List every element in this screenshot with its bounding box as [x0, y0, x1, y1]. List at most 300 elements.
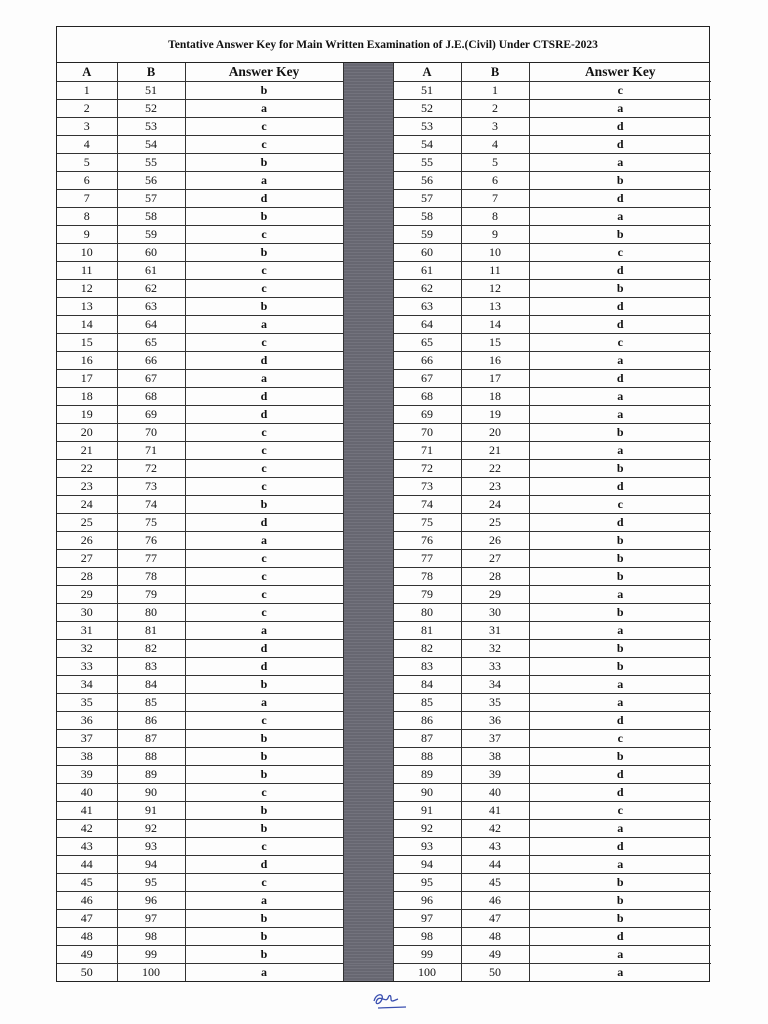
right-b-cell: 41	[461, 802, 529, 820]
column-separator	[343, 316, 393, 334]
left-answer-cell: a	[185, 100, 343, 118]
table-row	[57, 388, 711, 406]
column-separator	[343, 946, 393, 964]
right-a-cell: 88	[393, 748, 461, 766]
right-answer-cell: a	[529, 622, 711, 640]
right-a-cell: 73	[393, 478, 461, 496]
right-a-cell: 56	[393, 172, 461, 190]
right-a-cell: 94	[393, 856, 461, 874]
left-answer-cell: d	[185, 406, 343, 424]
left-answer-cell: c	[185, 478, 343, 496]
right-a-cell: 67	[393, 370, 461, 388]
right-b-cell: 33	[461, 658, 529, 676]
left-a-cell: 37	[57, 730, 117, 748]
column-separator	[343, 370, 393, 388]
right-a-cell: 100	[393, 964, 461, 982]
right-answer-cell: d	[529, 712, 711, 730]
right-answer-cell: b	[529, 604, 711, 622]
left-answer-cell: d	[185, 352, 343, 370]
table-row	[57, 802, 711, 820]
column-separator	[343, 172, 393, 190]
right-b-cell: 14	[461, 316, 529, 334]
right-col-a-header: A	[393, 63, 461, 82]
right-answer-cell: b	[529, 658, 711, 676]
column-separator	[343, 820, 393, 838]
left-answer-cell: d	[185, 640, 343, 658]
left-a-cell: 33	[57, 658, 117, 676]
column-separator	[343, 208, 393, 226]
left-answer-cell: c	[185, 262, 343, 280]
left-a-cell: 3	[57, 118, 117, 136]
column-separator	[343, 910, 393, 928]
left-a-cell: 47	[57, 910, 117, 928]
column-separator	[343, 478, 393, 496]
column-separator	[343, 100, 393, 118]
left-a-cell: 8	[57, 208, 117, 226]
column-separator	[343, 766, 393, 784]
answer-key-table	[57, 63, 711, 981]
table-row	[57, 622, 711, 640]
right-col-b-header: B	[461, 63, 529, 82]
column-separator	[343, 514, 393, 532]
left-answer-cell: b	[185, 208, 343, 226]
column-separator	[343, 244, 393, 262]
left-answer-cell: c	[185, 604, 343, 622]
table-row	[57, 334, 711, 352]
table-row	[57, 658, 711, 676]
left-a-cell: 46	[57, 892, 117, 910]
right-a-cell: 60	[393, 244, 461, 262]
left-a-cell: 17	[57, 370, 117, 388]
column-separator	[343, 442, 393, 460]
right-b-cell: 23	[461, 478, 529, 496]
right-a-cell: 89	[393, 766, 461, 784]
left-b-cell: 91	[117, 802, 185, 820]
left-b-cell: 88	[117, 748, 185, 766]
right-b-cell: 16	[461, 352, 529, 370]
left-b-cell: 58	[117, 208, 185, 226]
right-answer-cell: c	[529, 730, 711, 748]
right-answer-cell: d	[529, 928, 711, 946]
left-a-cell: 43	[57, 838, 117, 856]
right-b-cell: 22	[461, 460, 529, 478]
left-a-cell: 6	[57, 172, 117, 190]
right-answer-cell: a	[529, 946, 711, 964]
right-answer-cell: c	[529, 334, 711, 352]
right-b-cell: 29	[461, 586, 529, 604]
left-answer-cell: a	[185, 532, 343, 550]
table-row	[57, 964, 711, 982]
table-row	[57, 262, 711, 280]
left-a-cell: 44	[57, 856, 117, 874]
right-answer-cell: a	[529, 154, 711, 172]
right-b-cell: 46	[461, 892, 529, 910]
left-answer-cell: c	[185, 586, 343, 604]
column-separator	[343, 748, 393, 766]
left-a-cell: 4	[57, 136, 117, 154]
left-answer-cell: b	[185, 748, 343, 766]
left-b-cell: 67	[117, 370, 185, 388]
left-b-cell: 77	[117, 550, 185, 568]
right-b-cell: 49	[461, 946, 529, 964]
right-answer-cell: a	[529, 208, 711, 226]
right-b-cell: 31	[461, 622, 529, 640]
left-b-cell: 97	[117, 910, 185, 928]
right-b-cell: 7	[461, 190, 529, 208]
left-b-cell: 68	[117, 388, 185, 406]
left-answer-cell: c	[185, 136, 343, 154]
right-b-cell: 48	[461, 928, 529, 946]
right-a-cell: 80	[393, 604, 461, 622]
right-a-cell: 71	[393, 442, 461, 460]
table-row	[57, 604, 711, 622]
table-row	[57, 928, 711, 946]
right-answer-cell: d	[529, 766, 711, 784]
right-answer-cell: d	[529, 118, 711, 136]
right-b-cell: 42	[461, 820, 529, 838]
right-a-cell: 78	[393, 568, 461, 586]
column-separator	[343, 874, 393, 892]
table-row	[57, 784, 711, 802]
left-b-cell: 52	[117, 100, 185, 118]
right-a-cell: 53	[393, 118, 461, 136]
right-answer-cell: b	[529, 550, 711, 568]
right-a-cell: 75	[393, 514, 461, 532]
left-b-cell: 61	[117, 262, 185, 280]
left-a-cell: 25	[57, 514, 117, 532]
column-separator	[343, 226, 393, 244]
right-b-cell: 21	[461, 442, 529, 460]
left-answer-cell: c	[185, 460, 343, 478]
right-b-cell: 9	[461, 226, 529, 244]
right-a-cell: 96	[393, 892, 461, 910]
table-row	[57, 946, 711, 964]
column-separator	[343, 856, 393, 874]
column-separator	[343, 280, 393, 298]
right-answer-cell: d	[529, 298, 711, 316]
left-a-cell: 2	[57, 100, 117, 118]
right-b-cell: 47	[461, 910, 529, 928]
left-answer-cell: c	[185, 226, 343, 244]
left-b-cell: 98	[117, 928, 185, 946]
right-b-cell: 44	[461, 856, 529, 874]
right-b-cell: 27	[461, 550, 529, 568]
left-answer-cell: b	[185, 676, 343, 694]
right-b-cell: 5	[461, 154, 529, 172]
right-answer-cell: b	[529, 172, 711, 190]
right-answer-cell: b	[529, 280, 711, 298]
right-b-cell: 12	[461, 280, 529, 298]
column-separator	[343, 640, 393, 658]
left-answer-cell: a	[185, 892, 343, 910]
right-answer-cell: d	[529, 514, 711, 532]
right-answer-cell: d	[529, 316, 711, 334]
left-a-cell: 5	[57, 154, 117, 172]
left-a-cell: 28	[57, 568, 117, 586]
column-separator	[343, 262, 393, 280]
right-answer-cell: a	[529, 100, 711, 118]
left-answer-cell: b	[185, 946, 343, 964]
right-answer-cell: d	[529, 784, 711, 802]
signature-initials	[368, 985, 412, 1013]
column-separator	[343, 532, 393, 550]
left-a-cell: 45	[57, 874, 117, 892]
left-answer-cell: c	[185, 550, 343, 568]
table-row	[57, 712, 711, 730]
right-b-cell: 26	[461, 532, 529, 550]
right-a-cell: 57	[393, 190, 461, 208]
left-b-cell: 100	[117, 964, 185, 982]
right-answer-cell: b	[529, 424, 711, 442]
table-row	[57, 244, 711, 262]
table-row	[57, 442, 711, 460]
right-a-cell: 59	[393, 226, 461, 244]
table-row	[57, 910, 711, 928]
column-separator	[343, 136, 393, 154]
column-separator	[343, 550, 393, 568]
right-answer-cell: d	[529, 370, 711, 388]
right-a-cell: 83	[393, 658, 461, 676]
left-a-cell: 14	[57, 316, 117, 334]
left-answer-cell: b	[185, 910, 343, 928]
table-row	[57, 370, 711, 388]
right-answer-cell: d	[529, 262, 711, 280]
left-b-cell: 93	[117, 838, 185, 856]
table-row	[57, 424, 711, 442]
left-a-cell: 24	[57, 496, 117, 514]
column-separator	[343, 334, 393, 352]
right-b-cell: 8	[461, 208, 529, 226]
left-a-cell: 10	[57, 244, 117, 262]
left-answer-cell: a	[185, 316, 343, 334]
table-row	[57, 766, 711, 784]
column-separator	[343, 784, 393, 802]
left-a-cell: 12	[57, 280, 117, 298]
left-answer-key-header: Answer Key	[185, 63, 343, 82]
right-a-cell: 74	[393, 496, 461, 514]
left-b-cell: 92	[117, 820, 185, 838]
table-row	[57, 226, 711, 244]
table-row	[57, 568, 711, 586]
right-a-cell: 87	[393, 730, 461, 748]
right-a-cell: 55	[393, 154, 461, 172]
left-b-cell: 54	[117, 136, 185, 154]
left-a-cell: 42	[57, 820, 117, 838]
right-b-cell: 10	[461, 244, 529, 262]
left-b-cell: 73	[117, 478, 185, 496]
table-row	[57, 280, 711, 298]
left-b-cell: 83	[117, 658, 185, 676]
right-answer-cell: a	[529, 676, 711, 694]
table-row	[57, 136, 711, 154]
right-a-cell: 79	[393, 586, 461, 604]
table-row	[57, 190, 711, 208]
right-b-cell: 38	[461, 748, 529, 766]
left-a-cell: 40	[57, 784, 117, 802]
left-b-cell: 76	[117, 532, 185, 550]
right-a-cell: 58	[393, 208, 461, 226]
left-answer-cell: c	[185, 838, 343, 856]
left-a-cell: 35	[57, 694, 117, 712]
left-b-cell: 57	[117, 190, 185, 208]
right-answer-cell: c	[529, 244, 711, 262]
left-answer-cell: b	[185, 154, 343, 172]
right-answer-cell: c	[529, 496, 711, 514]
left-b-cell: 90	[117, 784, 185, 802]
left-b-cell: 62	[117, 280, 185, 298]
right-answer-cell: b	[529, 874, 711, 892]
left-a-cell: 19	[57, 406, 117, 424]
column-separator	[343, 388, 393, 406]
left-answer-cell: b	[185, 766, 343, 784]
left-answer-cell: c	[185, 424, 343, 442]
right-answer-cell: a	[529, 352, 711, 370]
right-a-cell: 99	[393, 946, 461, 964]
left-b-cell: 70	[117, 424, 185, 442]
left-a-cell: 49	[57, 946, 117, 964]
column-separator	[343, 694, 393, 712]
left-answer-cell: b	[185, 928, 343, 946]
right-a-cell: 54	[393, 136, 461, 154]
table-row	[57, 640, 711, 658]
right-a-cell: 81	[393, 622, 461, 640]
left-b-cell: 51	[117, 82, 185, 100]
left-answer-cell: d	[185, 388, 343, 406]
right-answer-cell: a	[529, 820, 711, 838]
table-row	[57, 856, 711, 874]
left-b-cell: 95	[117, 874, 185, 892]
right-b-cell: 4	[461, 136, 529, 154]
right-b-cell: 24	[461, 496, 529, 514]
left-a-cell: 21	[57, 442, 117, 460]
table-row	[57, 406, 711, 424]
left-answer-cell: c	[185, 712, 343, 730]
right-a-cell: 52	[393, 100, 461, 118]
right-b-cell: 40	[461, 784, 529, 802]
right-a-cell: 69	[393, 406, 461, 424]
right-b-cell: 19	[461, 406, 529, 424]
column-separator	[343, 964, 393, 982]
column-separator	[343, 190, 393, 208]
right-answer-cell: c	[529, 802, 711, 820]
right-a-cell: 68	[393, 388, 461, 406]
left-answer-cell: a	[185, 370, 343, 388]
right-answer-cell: a	[529, 856, 711, 874]
right-answer-cell: a	[529, 388, 711, 406]
right-answer-key-header: Answer Key	[529, 63, 711, 82]
left-answer-cell: d	[185, 190, 343, 208]
left-b-cell: 60	[117, 244, 185, 262]
left-a-cell: 7	[57, 190, 117, 208]
table-row	[57, 496, 711, 514]
header-row	[57, 63, 711, 82]
left-answer-cell: a	[185, 622, 343, 640]
right-b-cell: 39	[461, 766, 529, 784]
left-b-cell: 80	[117, 604, 185, 622]
left-answer-cell: c	[185, 118, 343, 136]
right-a-cell: 61	[393, 262, 461, 280]
right-b-cell: 30	[461, 604, 529, 622]
document-title: Tentative Answer Key for Main Written Examination of J.E.(Civil) Under CTSRE-2023	[57, 27, 709, 63]
right-a-cell: 66	[393, 352, 461, 370]
left-a-cell: 48	[57, 928, 117, 946]
left-a-cell: 32	[57, 640, 117, 658]
right-a-cell: 92	[393, 820, 461, 838]
left-answer-cell: c	[185, 874, 343, 892]
left-b-cell: 71	[117, 442, 185, 460]
right-b-cell: 17	[461, 370, 529, 388]
right-b-cell: 3	[461, 118, 529, 136]
right-b-cell: 20	[461, 424, 529, 442]
column-separator	[343, 460, 393, 478]
right-answer-cell: b	[529, 532, 711, 550]
left-answer-cell: d	[185, 658, 343, 676]
column-separator	[343, 622, 393, 640]
right-b-cell: 32	[461, 640, 529, 658]
right-answer-cell: b	[529, 226, 711, 244]
right-answer-cell: b	[529, 892, 711, 910]
left-b-cell: 66	[117, 352, 185, 370]
right-a-cell: 85	[393, 694, 461, 712]
table-row	[57, 874, 711, 892]
table-row	[57, 82, 711, 100]
left-a-cell: 50	[57, 964, 117, 982]
table-row	[57, 820, 711, 838]
right-b-cell: 43	[461, 838, 529, 856]
column-separator	[343, 604, 393, 622]
right-answer-cell: b	[529, 568, 711, 586]
column-separator	[343, 838, 393, 856]
right-b-cell: 35	[461, 694, 529, 712]
left-col-a-header: A	[57, 63, 117, 82]
right-a-cell: 64	[393, 316, 461, 334]
right-answer-cell: a	[529, 694, 711, 712]
column-separator	[343, 82, 393, 100]
left-a-cell: 39	[57, 766, 117, 784]
right-b-cell: 1	[461, 82, 529, 100]
right-b-cell: 6	[461, 172, 529, 190]
left-a-cell: 1	[57, 82, 117, 100]
column-separator	[343, 712, 393, 730]
table-row	[57, 478, 711, 496]
table-row	[57, 532, 711, 550]
column-separator	[343, 154, 393, 172]
right-a-cell: 82	[393, 640, 461, 658]
left-a-cell: 22	[57, 460, 117, 478]
left-a-cell: 31	[57, 622, 117, 640]
left-b-cell: 63	[117, 298, 185, 316]
right-answer-cell: b	[529, 748, 711, 766]
right-a-cell: 51	[393, 82, 461, 100]
left-answer-cell: d	[185, 514, 343, 532]
left-b-cell: 72	[117, 460, 185, 478]
right-a-cell: 63	[393, 298, 461, 316]
left-a-cell: 13	[57, 298, 117, 316]
right-b-cell: 2	[461, 100, 529, 118]
left-b-cell: 64	[117, 316, 185, 334]
left-b-cell: 96	[117, 892, 185, 910]
right-a-cell: 98	[393, 928, 461, 946]
column-separator	[343, 892, 393, 910]
column-separator	[343, 730, 393, 748]
right-b-cell: 18	[461, 388, 529, 406]
left-b-cell: 94	[117, 856, 185, 874]
left-b-cell: 65	[117, 334, 185, 352]
left-a-cell: 41	[57, 802, 117, 820]
column-separator	[343, 928, 393, 946]
answer-key-sheet	[56, 26, 710, 982]
column-separator	[343, 118, 393, 136]
